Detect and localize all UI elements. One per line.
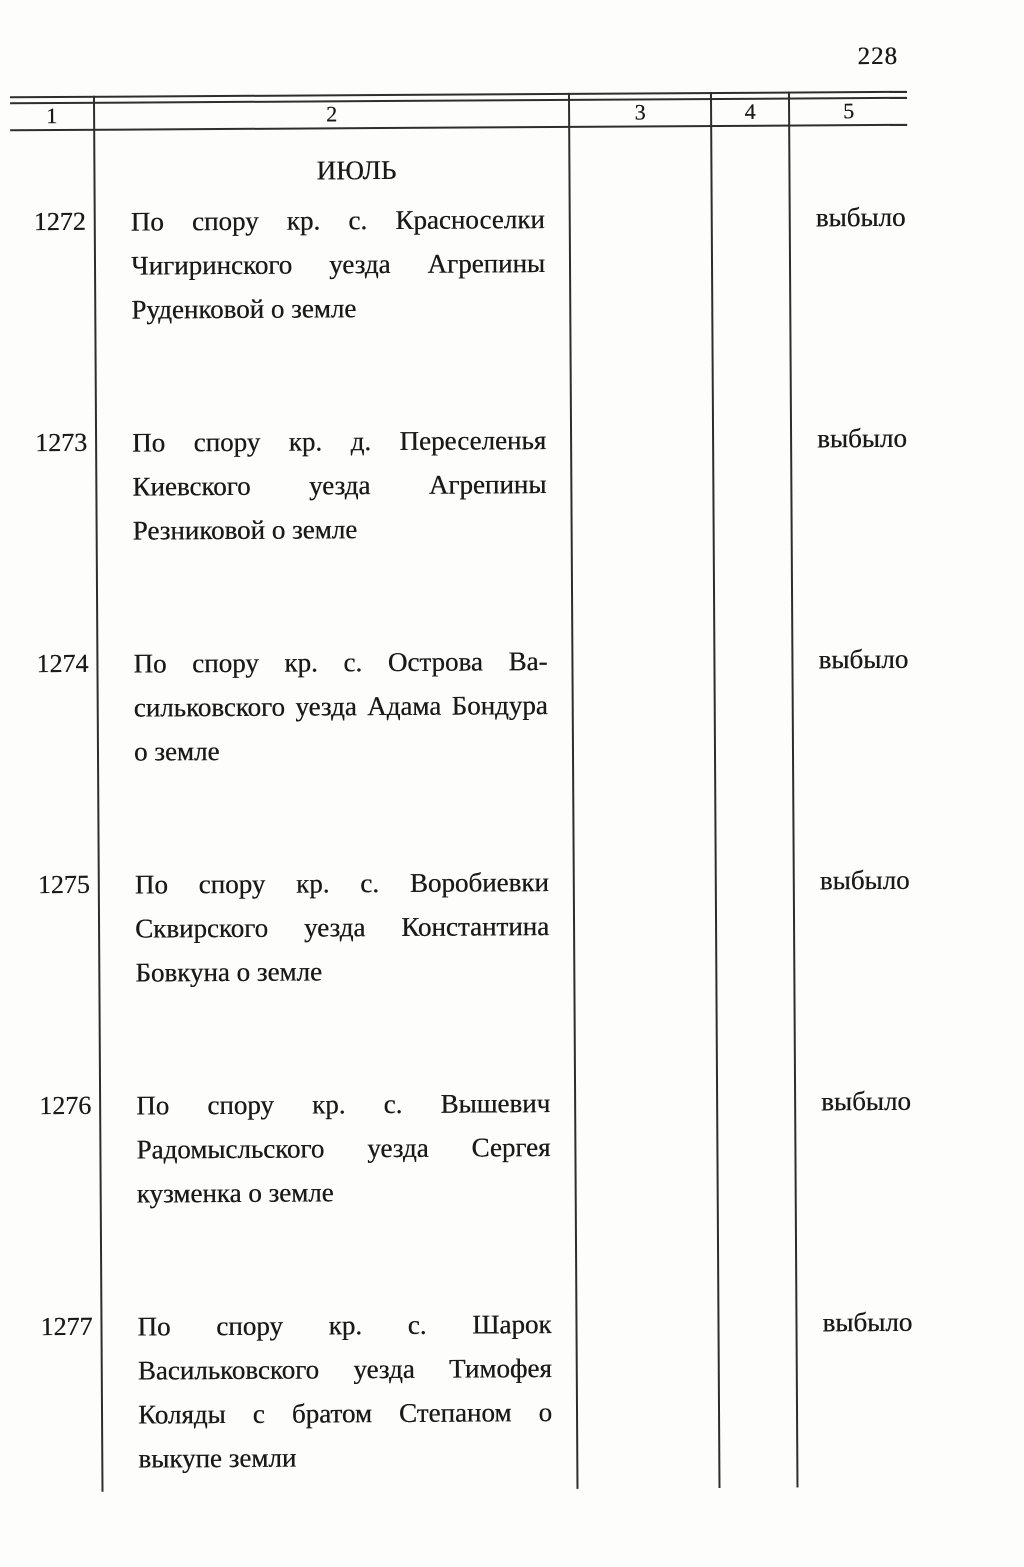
column-divider-2 [568,93,579,1489]
description-line: Сквирского уезда Константина [134,911,550,944]
month-heading: ИЮЛЬ [316,154,397,186]
description-line: Коляды с братом Степаном о [137,1397,553,1430]
description-line: Чигиринского уезда Агрепины [130,248,546,281]
column-header-3: 3 [634,99,646,125]
entry-number: 1272 [33,206,86,237]
entry-status: выбыло [822,1306,913,1338]
entry-number: 1275 [37,869,90,900]
column-divider-3 [710,92,721,1488]
description-line: Киевского уезда Агрепины [132,469,547,502]
description-line: По спору кр. с. Острова Ва- [133,646,548,679]
column-header-1: 1 [46,103,58,129]
description-line: Резниковой о земле [132,514,358,546]
entry-status: выбыло [816,422,907,454]
entry-status: выбыло [821,1085,911,1117]
entry-number: 1274 [36,648,89,679]
entry-description [136,1081,551,1216]
column-divider-1 [93,96,104,1492]
entry-number: 1276 [39,1090,92,1121]
table-row [3,636,1024,767]
description-line: По спору кр. с. Шарок [137,1309,552,1342]
description-line: о земле [133,736,220,767]
entry-description [137,1302,552,1481]
description-line: выкупе земли [138,1442,297,1474]
table-row [6,1078,1024,1209]
entry-number: 1277 [40,1311,93,1342]
table-row [2,415,1024,546]
description-line: Васильковского уезда Тимофея [137,1353,552,1386]
description-line: Бовкуна о земле [135,956,323,988]
page-number: 228 [857,42,899,71]
entry-description [131,197,546,332]
table-row [7,1299,1024,1474]
description-line: По спору кр. с. Вышевич [136,1088,551,1121]
description-line: По спору кр. с. Воробиевки [134,867,549,900]
description-line: По спору кр. с. Красноселки [130,204,545,237]
column-header-4: 4 [744,98,756,124]
entry-status: выбыло [818,643,909,675]
entry-number: 1273 [35,427,88,458]
entry-description [133,639,548,774]
table-row [1,194,1024,325]
entry-status: выбыло [815,201,906,233]
entry-description [135,860,550,995]
column-header-2: 2 [326,101,338,127]
description-line: сильковского уезда Адама Бондура [133,690,548,723]
entry-status: выбыло [819,864,910,896]
description-line: кузменка о земле [136,1177,334,1209]
description-line: Руденковой о земле [131,293,357,325]
description-line: Радомысльского уезда Сергея [136,1132,551,1165]
column-header-5: 5 [843,98,855,124]
table-row [5,857,1024,988]
column-divider-4 [788,92,799,1488]
description-line: По спору кр. д. Переселенья [132,425,547,458]
entry-description [132,418,547,553]
